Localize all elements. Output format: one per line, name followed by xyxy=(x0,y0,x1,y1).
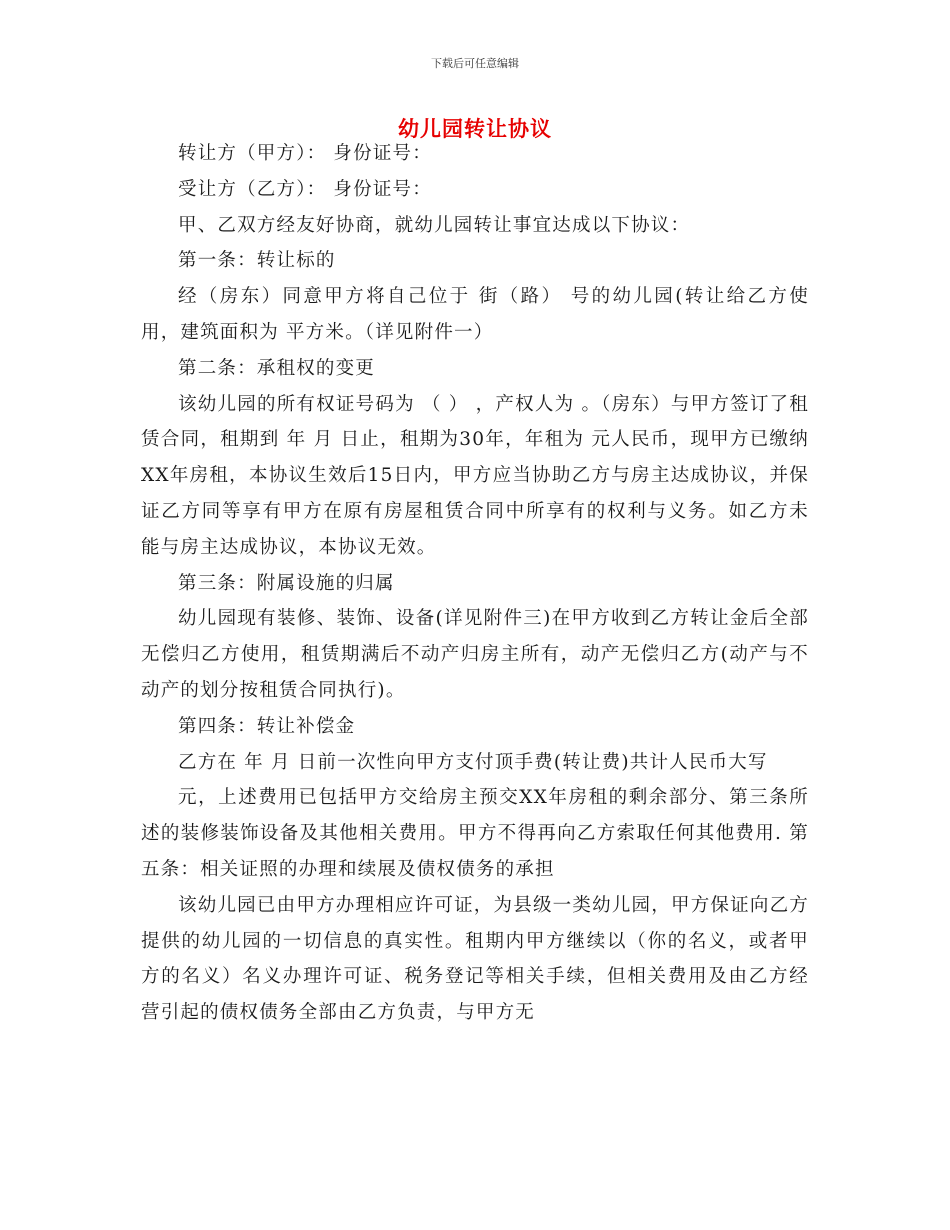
article-2-body: 该幼儿园的所有权证号码为 （ ） ，产权人为 。（房东）与甲方签订了租赁合同，租期到 年 月 日止，租期为30年，年租为 元人民币，现甲方已缴纳XX年房租，本协议生效后15日内，甲方应当协助乙方与房主达成协议，并保证乙方同等享有甲方在原有房屋租赁合同中所享有的权利与义务。如乙方未能与房主达成协议，本协议无效。 xyxy=(141,393,809,558)
document-title: 幼儿园转让协议 xyxy=(398,117,552,141)
article-1-body: 经（房东）同意甲方将自己位于 街（路） 号的幼儿园(转让给乙方使用，建筑面积为 平方米。（详见附件一） xyxy=(141,286,809,343)
article-5-body: 该幼儿园已由甲方办理相应许可证，为县级一类幼儿园，甲方保证向乙方提供的幼儿园的一切信息的真实性。租期内甲方继续以（你的名义，或者甲方的名义）名义办理许可证、税务登记等相关手续，但相关费用及由乙方经营引起的债权债务全部由乙方负责，与甲方无 xyxy=(141,894,809,1024)
article-3-body: 幼儿园现有装修、装饰、设备(详见附件三)在甲方收到乙方转让金后全部无偿归乙方使用，租赁期满后不动产归房主所有，动产无偿归乙方(动产与不动产的划分按租赁合同执行)。 xyxy=(141,608,809,701)
paragraph-transferor: 转让方（甲方）： 身份证号： xyxy=(178,143,432,164)
paragraph-transferee: 受让方（乙方）： 身份证号： xyxy=(178,178,432,200)
paragraph-preamble: 甲、乙双方经友好协商，就幼儿园转让事宜达成以下协议： xyxy=(178,214,691,236)
article-1-heading: 第一条：转让标的 xyxy=(178,250,336,272)
document-body xyxy=(141,136,809,1031)
article-4-continued: 元，上述费用已包括甲方交给房主预交XX年房租的剩余部分、第三条所述的装修装饰设备及其他相关费用。甲方不得再向乙方索取任何其他费用. 第五条：相关证照的办理和续展及债权债务的承担 xyxy=(141,787,809,880)
article-3-heading: 第三条：附属设施的归属 xyxy=(178,572,395,594)
article-4-heading: 第四条：转让补偿金 xyxy=(178,715,356,737)
page-header-note: 下载后可任意编辑 xyxy=(431,57,519,70)
article-4-body: 乙方在 年 月 日前一次性向甲方支付顶手费(转让费)共计人民币大写 xyxy=(178,751,768,773)
article-2-heading: 第二条：承租权的变更 xyxy=(178,357,376,379)
